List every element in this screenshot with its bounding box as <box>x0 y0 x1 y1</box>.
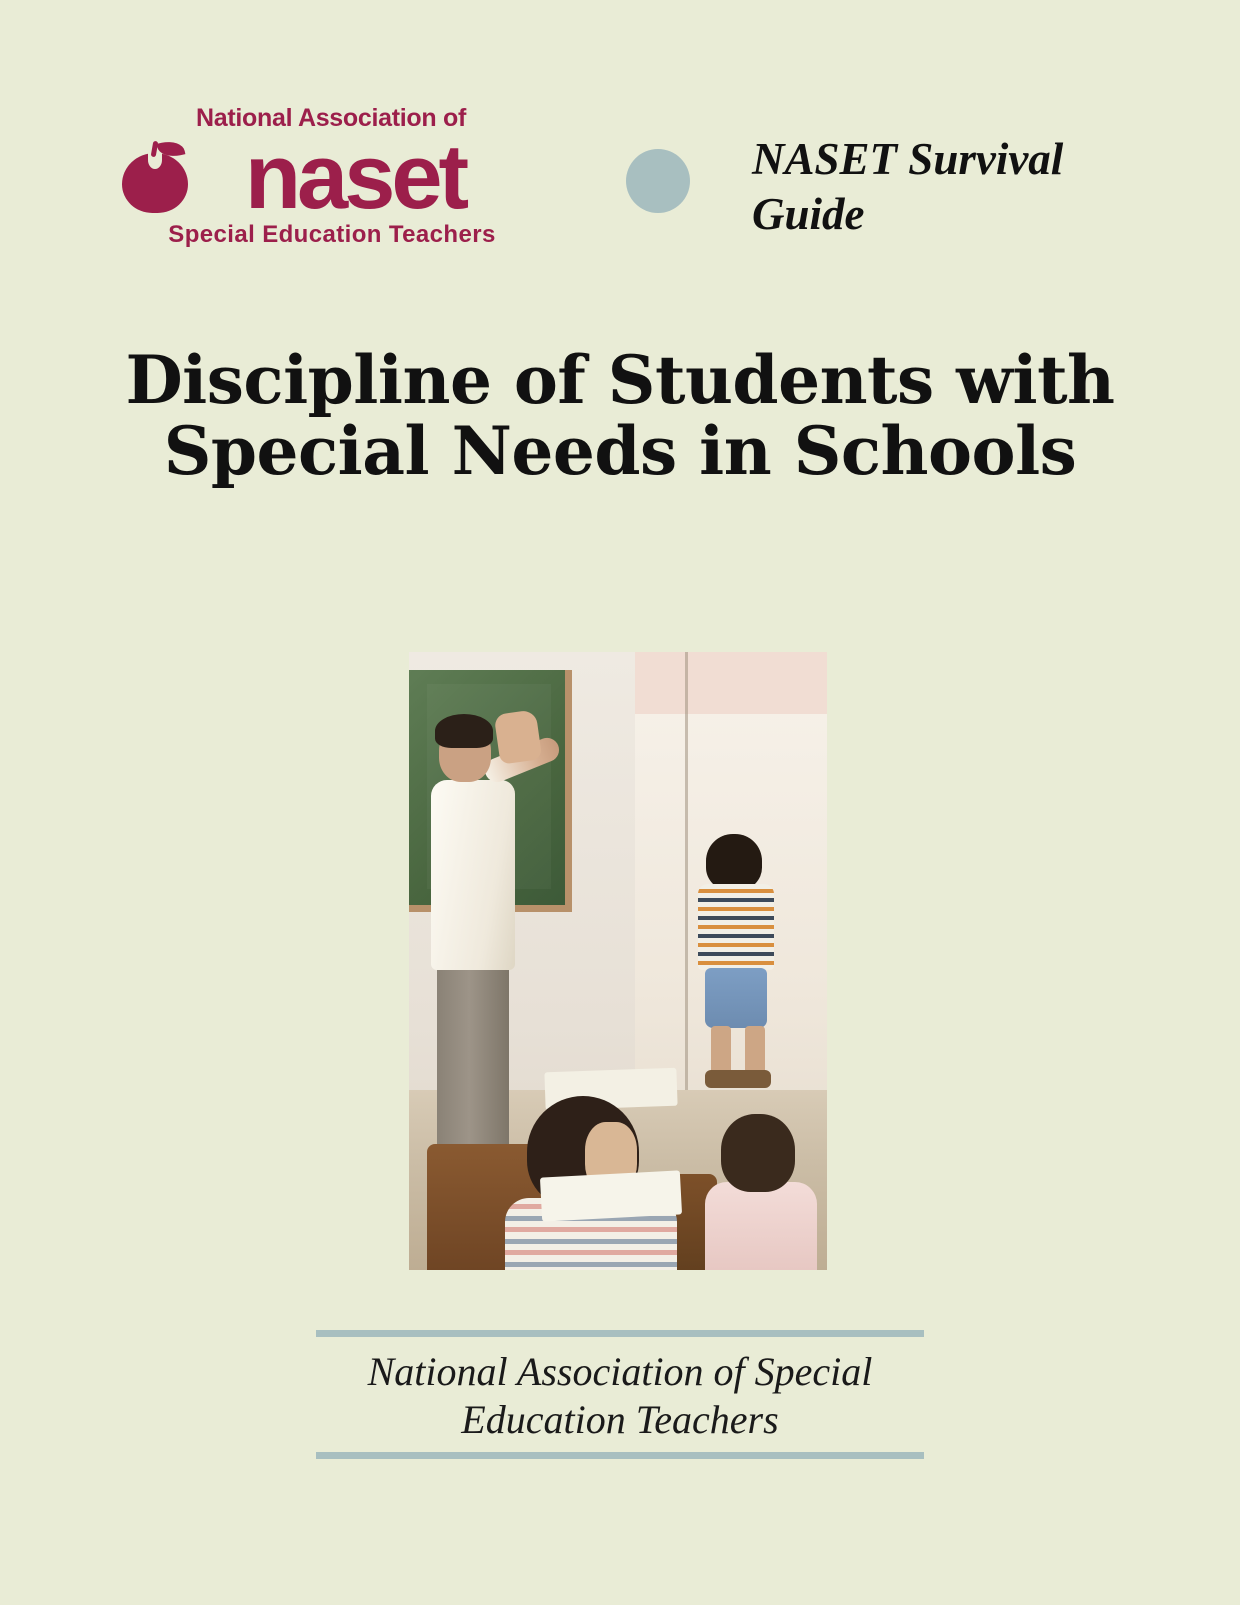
photo-corner-student-shirt <box>698 884 774 970</box>
cover-photo <box>409 652 827 1270</box>
footer-organization-name <box>220 1348 1020 1444</box>
series-title: NASET Survival Guide <box>752 134 1064 239</box>
photo-corner-student-leg-right <box>745 1026 765 1074</box>
logo-wordmark-row <box>112 126 542 228</box>
logo-wordmark: naset <box>244 126 466 228</box>
cover-header <box>0 96 1240 266</box>
photo-teacher-shirt <box>431 780 515 970</box>
photo-wall-band <box>635 652 827 714</box>
footer-rule-top <box>316 1330 924 1337</box>
photo-teacher-hair <box>435 714 493 748</box>
naset-logo <box>112 104 542 249</box>
decorative-dot-icon <box>626 149 690 213</box>
photo-desk-papers-front <box>540 1170 682 1221</box>
photo-second-student-head <box>721 1114 795 1192</box>
photo-corner-student-shoes <box>705 1070 771 1088</box>
logo-bottom-line: Special Education Teachers <box>168 221 496 248</box>
footer-rule-bottom <box>316 1452 924 1459</box>
page-title: Discipline of Students with Special Needs in Schools <box>125 341 1115 491</box>
photo-corner-student-shorts <box>705 968 767 1028</box>
logo-top-line: National Association of <box>196 104 466 132</box>
photo-corner-student-head <box>706 834 762 890</box>
apple-icon <box>118 141 192 213</box>
photo-wall-corner <box>685 652 688 1146</box>
photo-second-student-body <box>705 1182 817 1270</box>
photo-corner-student-leg-left <box>711 1026 731 1074</box>
photo-teacher-hand <box>494 709 543 764</box>
footer-line-2: Education Teachers <box>461 1397 779 1442</box>
footer-line-1: National Association of Special <box>367 1349 873 1394</box>
